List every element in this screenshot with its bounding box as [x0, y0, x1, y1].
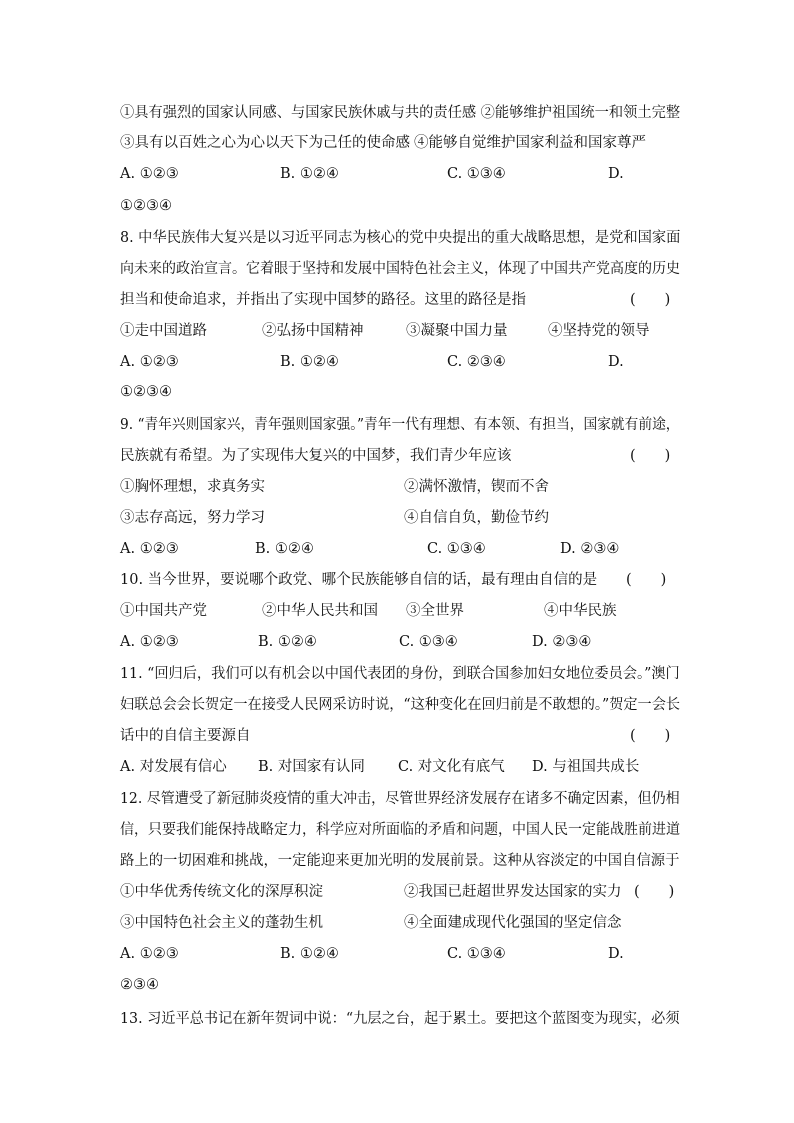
- q7-answer-b[interactable]: B. ①②④: [280, 166, 339, 182]
- q10-answer-c[interactable]: C. ①③④: [399, 634, 458, 650]
- q9-stem-line-2: [120, 444, 680, 468]
- q10-options: [120, 599, 680, 623]
- q7-options-line-1: [120, 101, 680, 125]
- q11-stem-text-3: 话中的自信主要源自: [120, 728, 251, 744]
- q10-answer-b[interactable]: B. ①②④: [258, 634, 317, 650]
- q8-stem-text-3: 担当和使命追求，并指出了实现中国梦的路径。这里的路径是指: [120, 292, 526, 308]
- q9-option-1: ①胸怀理想，求真务实: [120, 479, 265, 495]
- q10-option-2: ②中华人民共和国: [262, 603, 378, 619]
- q8-answer-d-content: [120, 380, 680, 404]
- q10-answers: [120, 630, 680, 654]
- q10-option-3: ③全世界: [406, 603, 464, 619]
- q11-answer-d[interactable]: D. 与祖国共成长: [532, 759, 640, 775]
- q12-option-4: ④全面建成现代化强国的坚定信念: [404, 915, 622, 931]
- q12-stem-text-3: 路上的一切困难和挑战，一定能迎来更加光明的发展前景。这种从容淡定的中国自信源于: [120, 853, 680, 869]
- q9-answer-c[interactable]: C. ①③④: [427, 541, 486, 557]
- q10-option-1: ①中国共产党: [120, 603, 207, 619]
- q12-options-row-1: [120, 880, 680, 904]
- q9-answer-blank: ( ): [630, 448, 671, 464]
- q11-stem-line-2: [120, 693, 680, 717]
- q10-stem-line-1: [120, 568, 680, 592]
- q9-stem-line-1: [120, 413, 680, 437]
- q8-answer-d-value: ①②③④: [120, 384, 172, 400]
- q7-option-1-2: ①具有强烈的国家认同感、与国家民族休戚与共的责任感 ②能够维护祖国统一和领土完整: [120, 105, 681, 121]
- q12-answer-b[interactable]: B. ①②④: [280, 946, 339, 962]
- q12-stem-line-3: [120, 849, 680, 873]
- q8-answers: [120, 350, 680, 374]
- q10-stem-text-1: 10. 当今世界，要说哪个政党、哪个民族能够自信的话，最有理由自信的是: [120, 572, 598, 588]
- q9-stem-text-1: 9. “青年兴则国家兴，青年强则国家强。”青年一代有理想、有本领、有担当，国家就有前途，: [120, 417, 680, 433]
- q8-stem-text-1: 8. 中华民族伟大复兴是以习近平同志为核心的党中央提出的重大战略思想，是党和国家面: [120, 230, 681, 246]
- q12-answers: [120, 942, 680, 966]
- q12-answer-d-value: ②③④: [120, 977, 159, 993]
- q12-stem-line-2: [120, 818, 680, 842]
- q7-answer-c[interactable]: C. ①③④: [447, 166, 506, 182]
- q8-stem-line-2: [120, 257, 680, 281]
- q12-stem-line-1: [120, 787, 680, 811]
- q13-stem-line-1: [120, 1007, 680, 1031]
- q8-stem-text-2: 向未来的政治宣言。它着眼于坚持和发展中国特色社会主义，体现了中国共产党高度的历史: [120, 261, 680, 277]
- q12-option-2: ②我国已赶超世界发达国家的实力: [404, 884, 622, 900]
- q9-options-row-2: [120, 506, 680, 530]
- q7-option-4: ④能够自觉维护国家利益和国家尊严: [414, 135, 646, 151]
- q11-answers: [120, 755, 680, 779]
- q8-answer-blank: ( ): [630, 292, 671, 308]
- q11-stem-text-1: 11. “回归后，我们可以有机会以中国代表团的身份，到联合国参加妇女地位委员会。”澳门: [120, 666, 680, 682]
- q11-stem-line-1: [120, 662, 680, 686]
- q12-answer-d[interactable]: D.: [608, 946, 624, 962]
- q9-option-4: ④自信自负，勤俭节约: [404, 510, 549, 526]
- q12-options-row-2: [120, 911, 680, 935]
- q12-option-1: ①中华优秀传统文化的深厚积淀: [120, 884, 323, 900]
- q11-answer-a[interactable]: A. 对发展有信心: [120, 759, 227, 775]
- q8-answer-d[interactable]: D.: [608, 354, 624, 370]
- q11-stem-line-3: [120, 724, 680, 748]
- q11-answer-blank: ( ): [630, 728, 671, 744]
- q12-answer-c[interactable]: C. ①③④: [447, 946, 506, 962]
- q8-options: [120, 319, 680, 343]
- q9-stem-text-2: 民族就有希望。为了实现伟大复兴的中国梦，我们青少年应该: [120, 448, 512, 464]
- q12-stem-text-1: 12. 尽管遭受了新冠肺炎疫情的重大冲击，尽管世界经济发展存在诸多不确定因素，但仍相: [120, 791, 680, 807]
- q13-stem-text-1: 13. 习近平总书记在新年贺词中说：“九层之台，起于累土。要把这个蓝图变为现实，必须: [120, 1011, 680, 1027]
- q7-answers: [120, 162, 680, 186]
- q10-option-4: ④中华民族: [544, 603, 617, 619]
- q8-answer-b[interactable]: B. ①②④: [280, 354, 339, 370]
- q9-answers: [120, 537, 680, 561]
- q8-answer-c[interactable]: C. ②③④: [447, 354, 506, 370]
- q8-option-2: ②弘扬中国精神: [262, 323, 364, 339]
- q9-answer-d[interactable]: D. ②③④: [560, 541, 620, 557]
- q9-option-3: ③志存高远，努力学习: [120, 510, 265, 526]
- q8-stem-line-1: [120, 226, 680, 250]
- q8-answer-a[interactable]: A. ①②③: [120, 354, 179, 370]
- q10-answer-blank: ( ): [626, 572, 667, 588]
- q7-options-line-2: [120, 131, 680, 155]
- q8-option-3: ③凝聚中国力量: [406, 323, 508, 339]
- q8-stem-line-3: [120, 288, 680, 312]
- q12-option-3: ③中国特色社会主义的蓬勃生机: [120, 915, 323, 931]
- q9-option-2: ②满怀激情，锲而不舍: [404, 479, 549, 495]
- q10-answer-a[interactable]: A. ①②③: [120, 634, 179, 650]
- q7-option-3: ③具有以百姓之心为心以天下为己任的使命感: [120, 135, 410, 151]
- q12-stem-text-2: 信，只要我们能保持战略定力，科学应对所面临的矛盾和问题，中国人民一定能战胜前进道: [120, 822, 680, 838]
- q10-answer-d[interactable]: D. ②③④: [532, 634, 592, 650]
- q12-answer-blank: ( ): [634, 884, 675, 900]
- q9-options-row-1: [120, 475, 680, 499]
- q8-option-1: ①走中国道路: [120, 323, 207, 339]
- q11-answer-c[interactable]: C. 对文化有底气: [398, 759, 505, 775]
- q7-answer-d-content: [120, 194, 680, 218]
- q7-answer-a[interactable]: A. ①②③: [120, 166, 179, 182]
- q11-answer-b[interactable]: B. 对国家有认同: [258, 759, 365, 775]
- q12-answer-d-content: [120, 973, 680, 997]
- q12-answer-a[interactable]: A. ①②③: [120, 946, 179, 962]
- q8-option-4: ④坚持党的领导: [548, 323, 650, 339]
- q7-answer-d-value: ①②③④: [120, 198, 172, 214]
- q7-answer-d[interactable]: D.: [608, 166, 624, 182]
- q11-stem-text-2: 妇联总会会长贺定一在接受人民网采访时说，“这种变化在回归前是不敢想的。”贺定一会长: [120, 697, 681, 713]
- q9-answer-b[interactable]: B. ①②④: [255, 541, 314, 557]
- q9-answer-a[interactable]: A. ①②③: [120, 541, 179, 557]
